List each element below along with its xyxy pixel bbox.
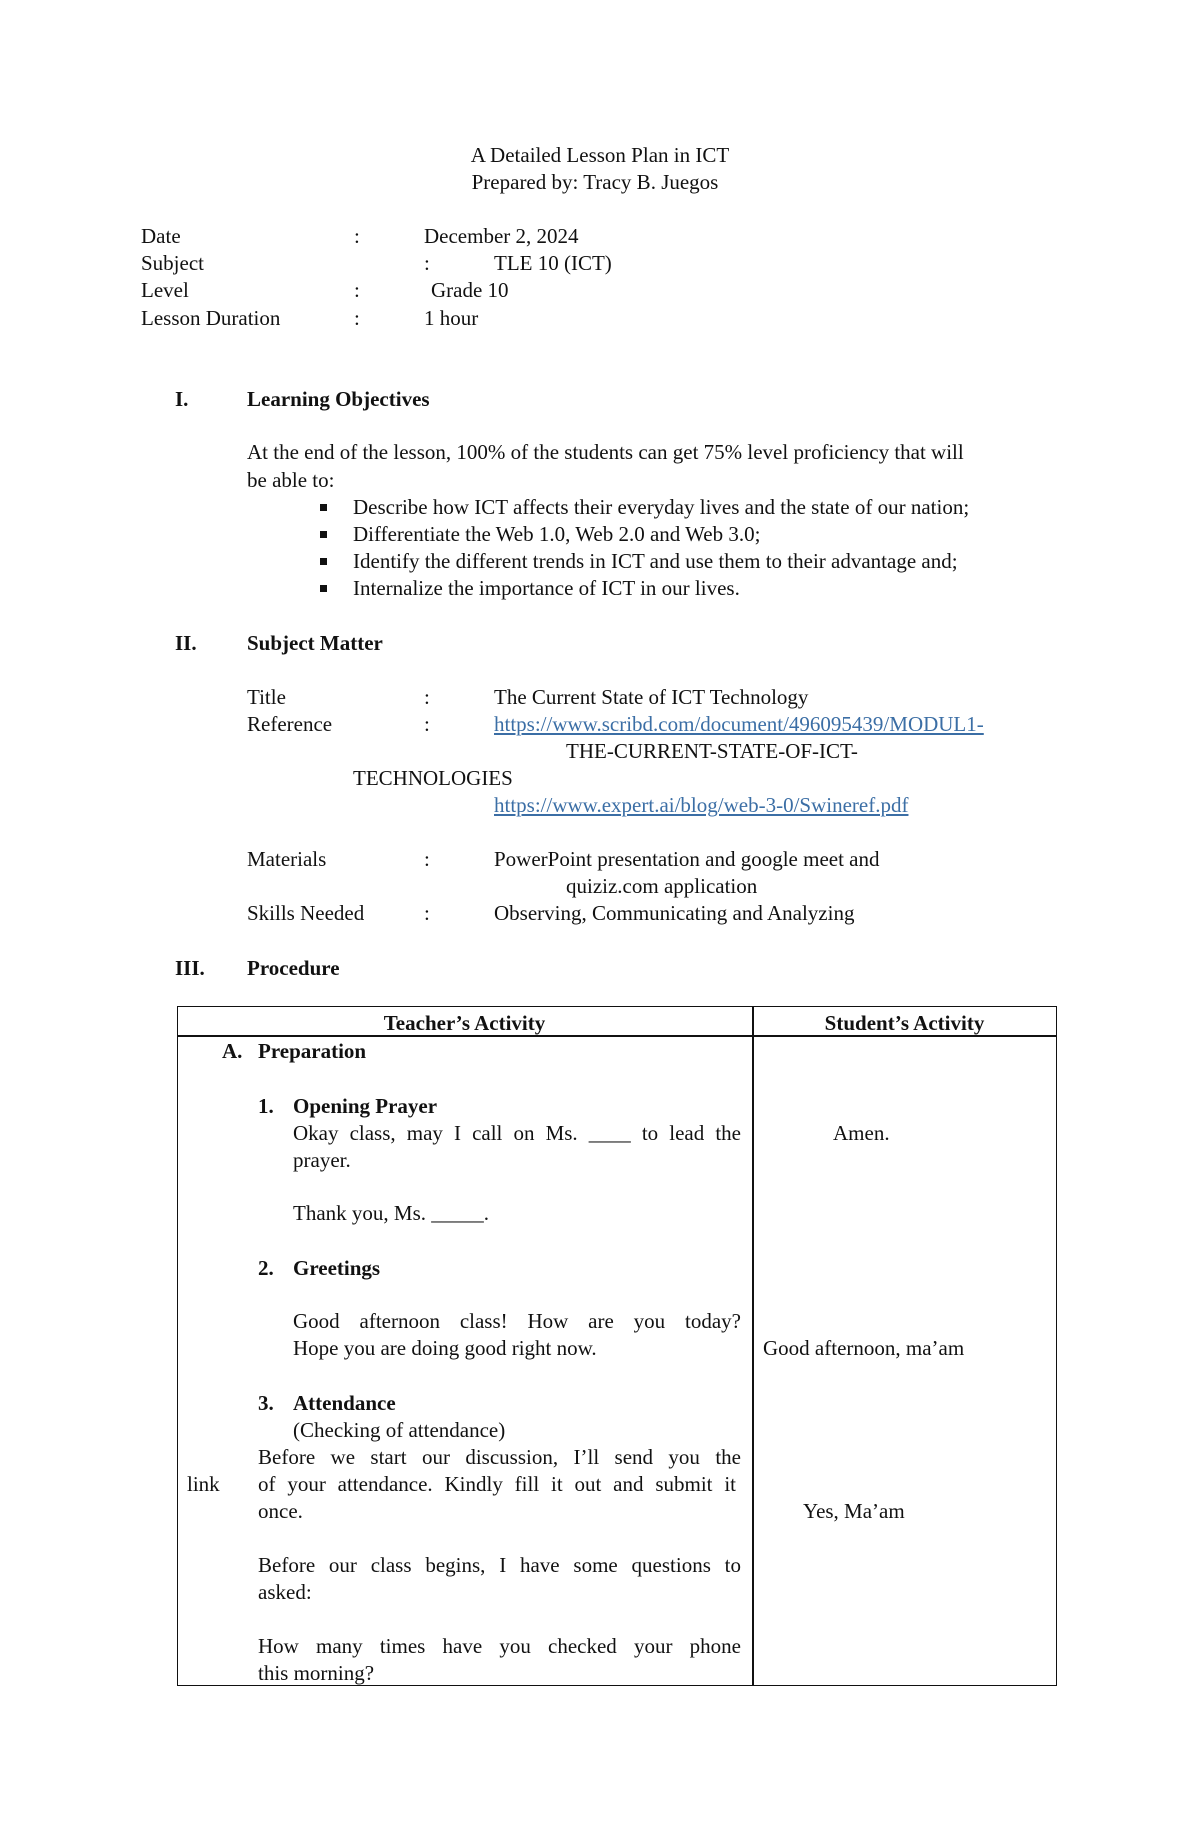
item-2-response: Good afternoon, ma’am	[763, 1336, 965, 1360]
level-value: Grade 10	[431, 278, 509, 302]
bullet-icon	[320, 504, 327, 511]
skills-value: Observing, Communicating and Analyzing	[494, 901, 855, 925]
date-label: Date	[141, 224, 181, 248]
item-1-thanks: Thank you, Ms. _____.	[293, 1201, 489, 1225]
item-3-line2: of your attendance. Kindly fill it out and submit it	[258, 1472, 736, 1496]
item-2-heading: Greetings	[293, 1256, 381, 1280]
item-2-line1: Good afternoon class! How are you today?	[293, 1309, 741, 1333]
section-2-heading: Subject Matter	[247, 631, 383, 655]
item-3-response: Yes, Ma’am	[803, 1499, 905, 1523]
section-1-numeral: I.	[175, 387, 189, 411]
table-column-divider	[752, 1006, 754, 1686]
title-value: The Current State of ICT Technology	[494, 685, 809, 709]
item-1-response: Amen.	[833, 1121, 890, 1145]
question-2-line1: How many times have you checked your phone	[258, 1634, 741, 1658]
objective-item: Identify the different trends in ICT and use them to their advantage and;	[353, 549, 958, 573]
preparation-letter: A.	[222, 1039, 243, 1063]
item-3-line3: once.	[258, 1499, 303, 1523]
student-activity-header: Student’s Activity	[824, 1011, 985, 1035]
preparation-heading: Preparation	[258, 1039, 367, 1063]
date-value: December 2, 2024	[424, 224, 579, 248]
document-title: A Detailed Lesson Plan in ICT	[470, 143, 730, 167]
subject-value: TLE 10 (ICT)	[494, 251, 612, 275]
item-3-number: 3.	[258, 1391, 274, 1415]
duration-value: 1 hour	[424, 306, 479, 330]
item-3-subheading: (Checking of attendance)	[293, 1418, 506, 1442]
level-colon: :	[354, 278, 360, 302]
item-3-line1: Before we start our discussion, I’ll send you the	[258, 1445, 741, 1469]
duration-colon: :	[354, 306, 360, 330]
section-3-heading: Procedure	[247, 956, 340, 980]
bullet-icon	[320, 531, 327, 538]
reference-link-expert[interactable]: https://www.expert.ai/blog/web-3-0/Swineref.pdf	[494, 793, 909, 817]
item-1-number: 1.	[258, 1094, 274, 1118]
item-2-line2: Hope you are doing good right now.	[293, 1336, 597, 1360]
item-1-heading: Opening Prayer	[293, 1094, 438, 1118]
skills-colon: :	[424, 901, 430, 925]
item-1-line1: Okay class, may I call on Ms. ____ to lead the	[293, 1121, 741, 1145]
materials-colon: :	[424, 847, 430, 871]
reference-link-scribd[interactable]: https://www.scribd.com/document/496095439/MODUL1-	[494, 712, 984, 736]
reference-label: Reference	[247, 712, 333, 736]
materials-value-line2: quiziz.com application	[566, 874, 758, 898]
bullet-icon	[320, 558, 327, 565]
reference-continuation: TECHNOLOGIES	[353, 766, 513, 790]
subject-label: Subject	[141, 251, 204, 275]
title-label: Title	[247, 685, 286, 709]
objectives-intro-line1: At the end of the lesson, 100% of the students can get 75% level proficiency that will	[247, 440, 964, 464]
objective-item: Internalize the importance of ICT in our lives.	[353, 576, 740, 600]
section-3-numeral: III.	[175, 956, 205, 980]
question-line1: Before our class begins, I have some questions to	[258, 1553, 741, 1577]
title-colon: :	[424, 685, 430, 709]
skills-label: Skills Needed	[247, 901, 365, 925]
reference-colon: :	[424, 712, 430, 736]
item-3-link-word: link	[187, 1472, 220, 1496]
section-1-heading: Learning Objectives	[247, 387, 430, 411]
level-label: Level	[141, 278, 189, 302]
question-2-line2: this morning?	[258, 1661, 375, 1685]
item-3-heading: Attendance	[293, 1391, 396, 1415]
date-colon: :	[354, 224, 360, 248]
section-2-numeral: II.	[175, 631, 197, 655]
item-2-number: 2.	[258, 1256, 274, 1280]
duration-label: Lesson Duration	[141, 306, 281, 330]
objective-item: Differentiate the Web 1.0, Web 2.0 and Web 3.0;	[353, 522, 761, 546]
reference-continuation: THE-CURRENT-STATE-OF-ICT-	[566, 739, 858, 763]
subject-colon: :	[424, 251, 430, 275]
item-1-line2: prayer.	[293, 1148, 351, 1172]
prepared-by: Prepared by: Tracy B. Juegos	[471, 170, 719, 194]
materials-label: Materials	[247, 847, 327, 871]
materials-value-line1: PowerPoint presentation and google meet and	[494, 847, 880, 871]
objective-item: Describe how ICT affects their everyday lives and the state of our nation;	[353, 495, 970, 519]
question-line2: asked:	[258, 1580, 312, 1604]
objectives-intro-line2: be able to:	[247, 468, 335, 492]
bullet-icon	[320, 585, 327, 592]
teacher-activity-header: Teacher’s Activity	[383, 1011, 546, 1035]
